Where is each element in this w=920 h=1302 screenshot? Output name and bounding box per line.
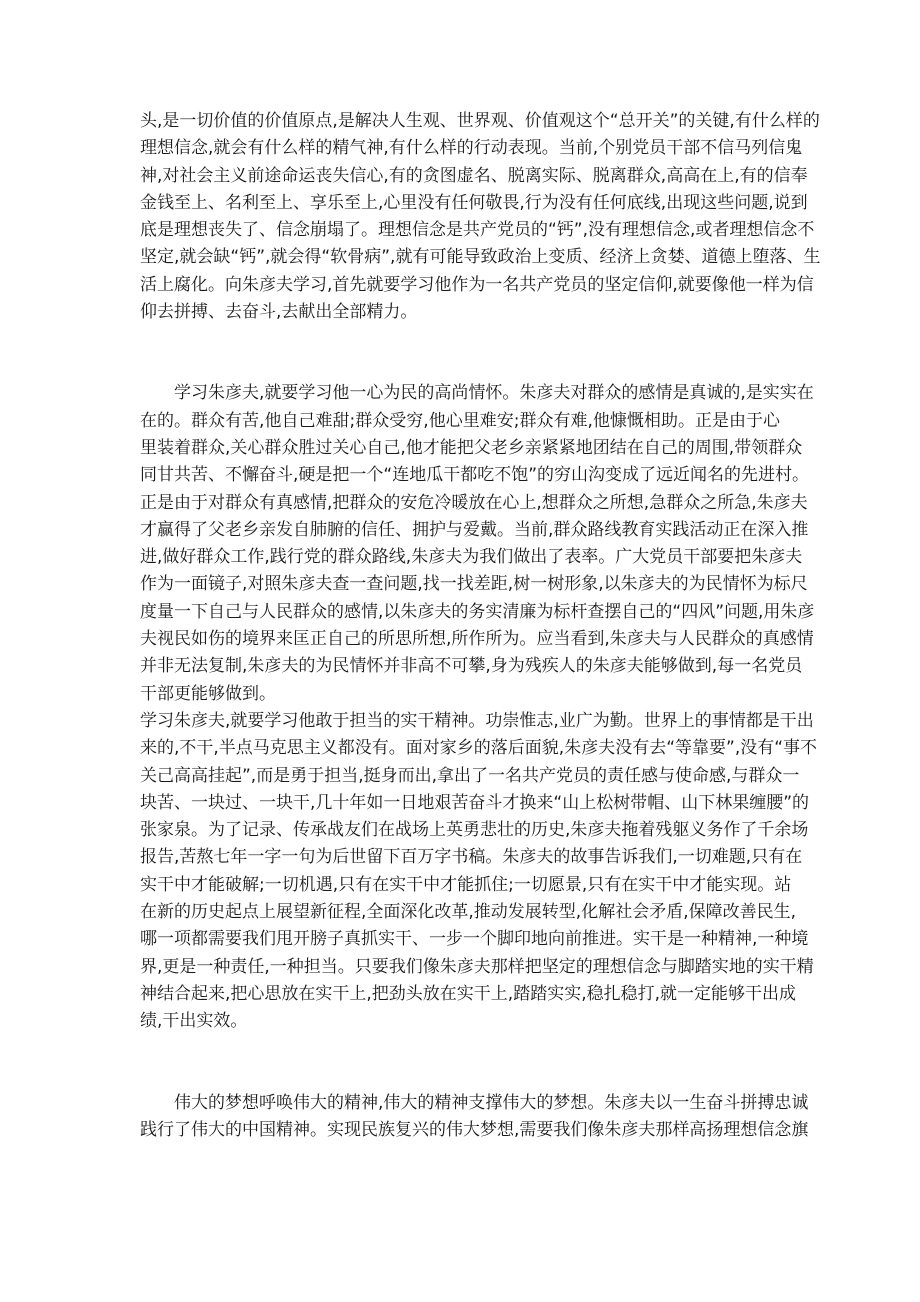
text-line: 干部更能够做到。	[140, 683, 276, 704]
text-line: 进,做好群众工作,践行党的群众路线,朱彦夫为我们做出了表率。广大党员干部要把朱彦夫	[140, 547, 803, 568]
text-line: 底是理想丧失了、信念崩塌了。理想信念是共产党员的“钙”,没有理想信念,或者理想信念不	[140, 220, 815, 241]
text-line: 来的,不干,半点马克思主义都没有。面对家乡的落后面貌,朱彦夫没有去“等靠要”,没有“事不	[140, 738, 818, 759]
text-line: 同甘共苦、不懈奋斗,硬是把一个“连地瓜干都吃不饱”的穷山沟变成了远近闻名的先进村。	[140, 465, 810, 486]
text-line: 仰去拼搏、去奋斗,去献出全部精力。	[140, 302, 418, 323]
text-line: 践行了伟大的中国精神。实现民族复兴的伟大梦想,需要我们像朱彦夫那样高扬理想信念旗	[140, 1119, 809, 1140]
paragraph-ideals	[140, 108, 821, 326]
text-line: 学习朱彦夫,就要学习他一心为民的高尚情怀。朱彦夫对群众的感情是真诚的,是实实在	[174, 383, 814, 404]
text-line: 才赢得了父老乡亲发自肺腑的信任、拥护与爱戴。当前,群众路线教育实践活动正在深入推	[140, 519, 809, 540]
document-body	[140, 108, 821, 1144]
text-line: 神结合起来,把心思放在实干上,把劲头放在实干上,踏踏实实,稳扎稳打,就一定能够干出成	[140, 983, 797, 1004]
text-line: 学习朱彦夫,就要学习他敢于担当的实干精神。功崇惟志,业广为勤。世界上的事情都是干出	[140, 710, 814, 731]
text-line: 块苦、一块过、一块干,几十年如一日地艰苦奋斗才换来“山上松树带帽、山下林果缠腰”的	[140, 792, 810, 813]
paragraph-spacer	[140, 326, 780, 380]
paragraph-hard-work	[140, 708, 818, 1036]
text-line: 活上腐化。向朱彦夫学习,首先就要学习他作为一名共产党员的坚定信仰,就要像他一样为信	[140, 274, 814, 295]
text-line: 实干中才能破解;一切机遇,只有在实干中才能抓住;一切愿景,只有在实干中才能实现。站	[140, 874, 792, 895]
text-line: 金钱至上、名利至上、享乐至上,心里没有任何敬畏,行为没有任何底线,出现这些问题,说到	[140, 192, 808, 213]
text-line: 理想信念,就会有什么样的精气神,有什么样的行动表现。当前,个别党员干部不信马列信鬼	[140, 138, 803, 159]
text-line: 关己高高挂起”,而是勇于担当,挺身而出,拿出了一名共产党员的责任感与使命感,与群众一	[140, 765, 800, 786]
text-line: 夫视民如伤的境界来匡正自己的所思所想,所作所为。应当看到,朱彦夫与人民群众的真感情	[140, 629, 814, 650]
text-line: 度量一下自己与人民群众的感情,以朱彦夫的务实清廉为标杆查摆自己的“四风”问题,用朱彦	[140, 601, 815, 622]
text-line: 报告,苦熬七年一字一句为后世留下百万字书稿。朱彦夫的故事告诉我们,一切难题,只有在	[140, 847, 803, 868]
text-line: 界,更是一种责任,一种担当。只要我们像朱彦夫那样把坚定的理想信念与脚踏实地的实干精	[140, 956, 814, 977]
text-line: 神,对社会主义前途命运丧失信心,有的贪图虚名、脱离实际、脱离群众,高高在上,有的信奉	[140, 165, 808, 186]
text-line: 绩,干出实效。	[140, 1011, 248, 1032]
text-line: 张家泉。为了记录、传承战友们在战场上英勇悲壮的历史,朱彦夫拖着残躯义务作了千余场	[140, 820, 809, 841]
text-line: 正是由于对群众有真感情,把群众的安危冷暖放在心上,想群众之所想,急群众之所急,朱彦夫	[140, 492, 808, 513]
text-line: 在的。群众有苦,他自己难甜;群众受穷,他心里难安;群众有难,他慷慨相助。正是由于心	[140, 410, 780, 431]
text-line: 并非无法复制,朱彦夫的为民情怀并非高不可攀,身为残疾人的朱彦夫能够做到,每一名党员	[140, 656, 803, 677]
text-line: 坚定,就会缺“钙”,就会得“软骨病”,就有可能导致政治上变质、经济上贪婪、道德上堕落、生	[140, 247, 821, 268]
paragraph-serve-people	[140, 380, 815, 708]
text-line: 作为一面镜子,对照朱彦夫查一查问题,找一找差距,树一树形象,以朱彦夫的为民情怀为标尺	[140, 574, 808, 595]
text-line: 在新的历史起点上展望新征程,全面深化改革,推动发展转型,化解社会矛盾,保障改善民生,	[140, 902, 797, 923]
text-line: 里装着群众,关心群众胜过关心自己,他才能把父老乡亲紧紧地团结在自己的周围,带领群众	[140, 437, 803, 458]
paragraph-great-dream	[140, 1090, 809, 1145]
paragraph-spacer	[140, 1036, 780, 1090]
text-line: 伟大的梦想呼唤伟大的精神,伟大的精神支撑伟大的梦想。朱彦夫以一生奋斗拼搏忠诚	[174, 1092, 809, 1113]
text-line: 哪一项都需要我们甩开膀子真抓实干、一步一个脚印地向前推进。实干是一种精神,一种境	[140, 929, 809, 950]
text-line: 头,是一切价值的价值原点,是解决人生观、世界观、价值观这个“总开关”的关键,有什么样的	[140, 111, 820, 131]
